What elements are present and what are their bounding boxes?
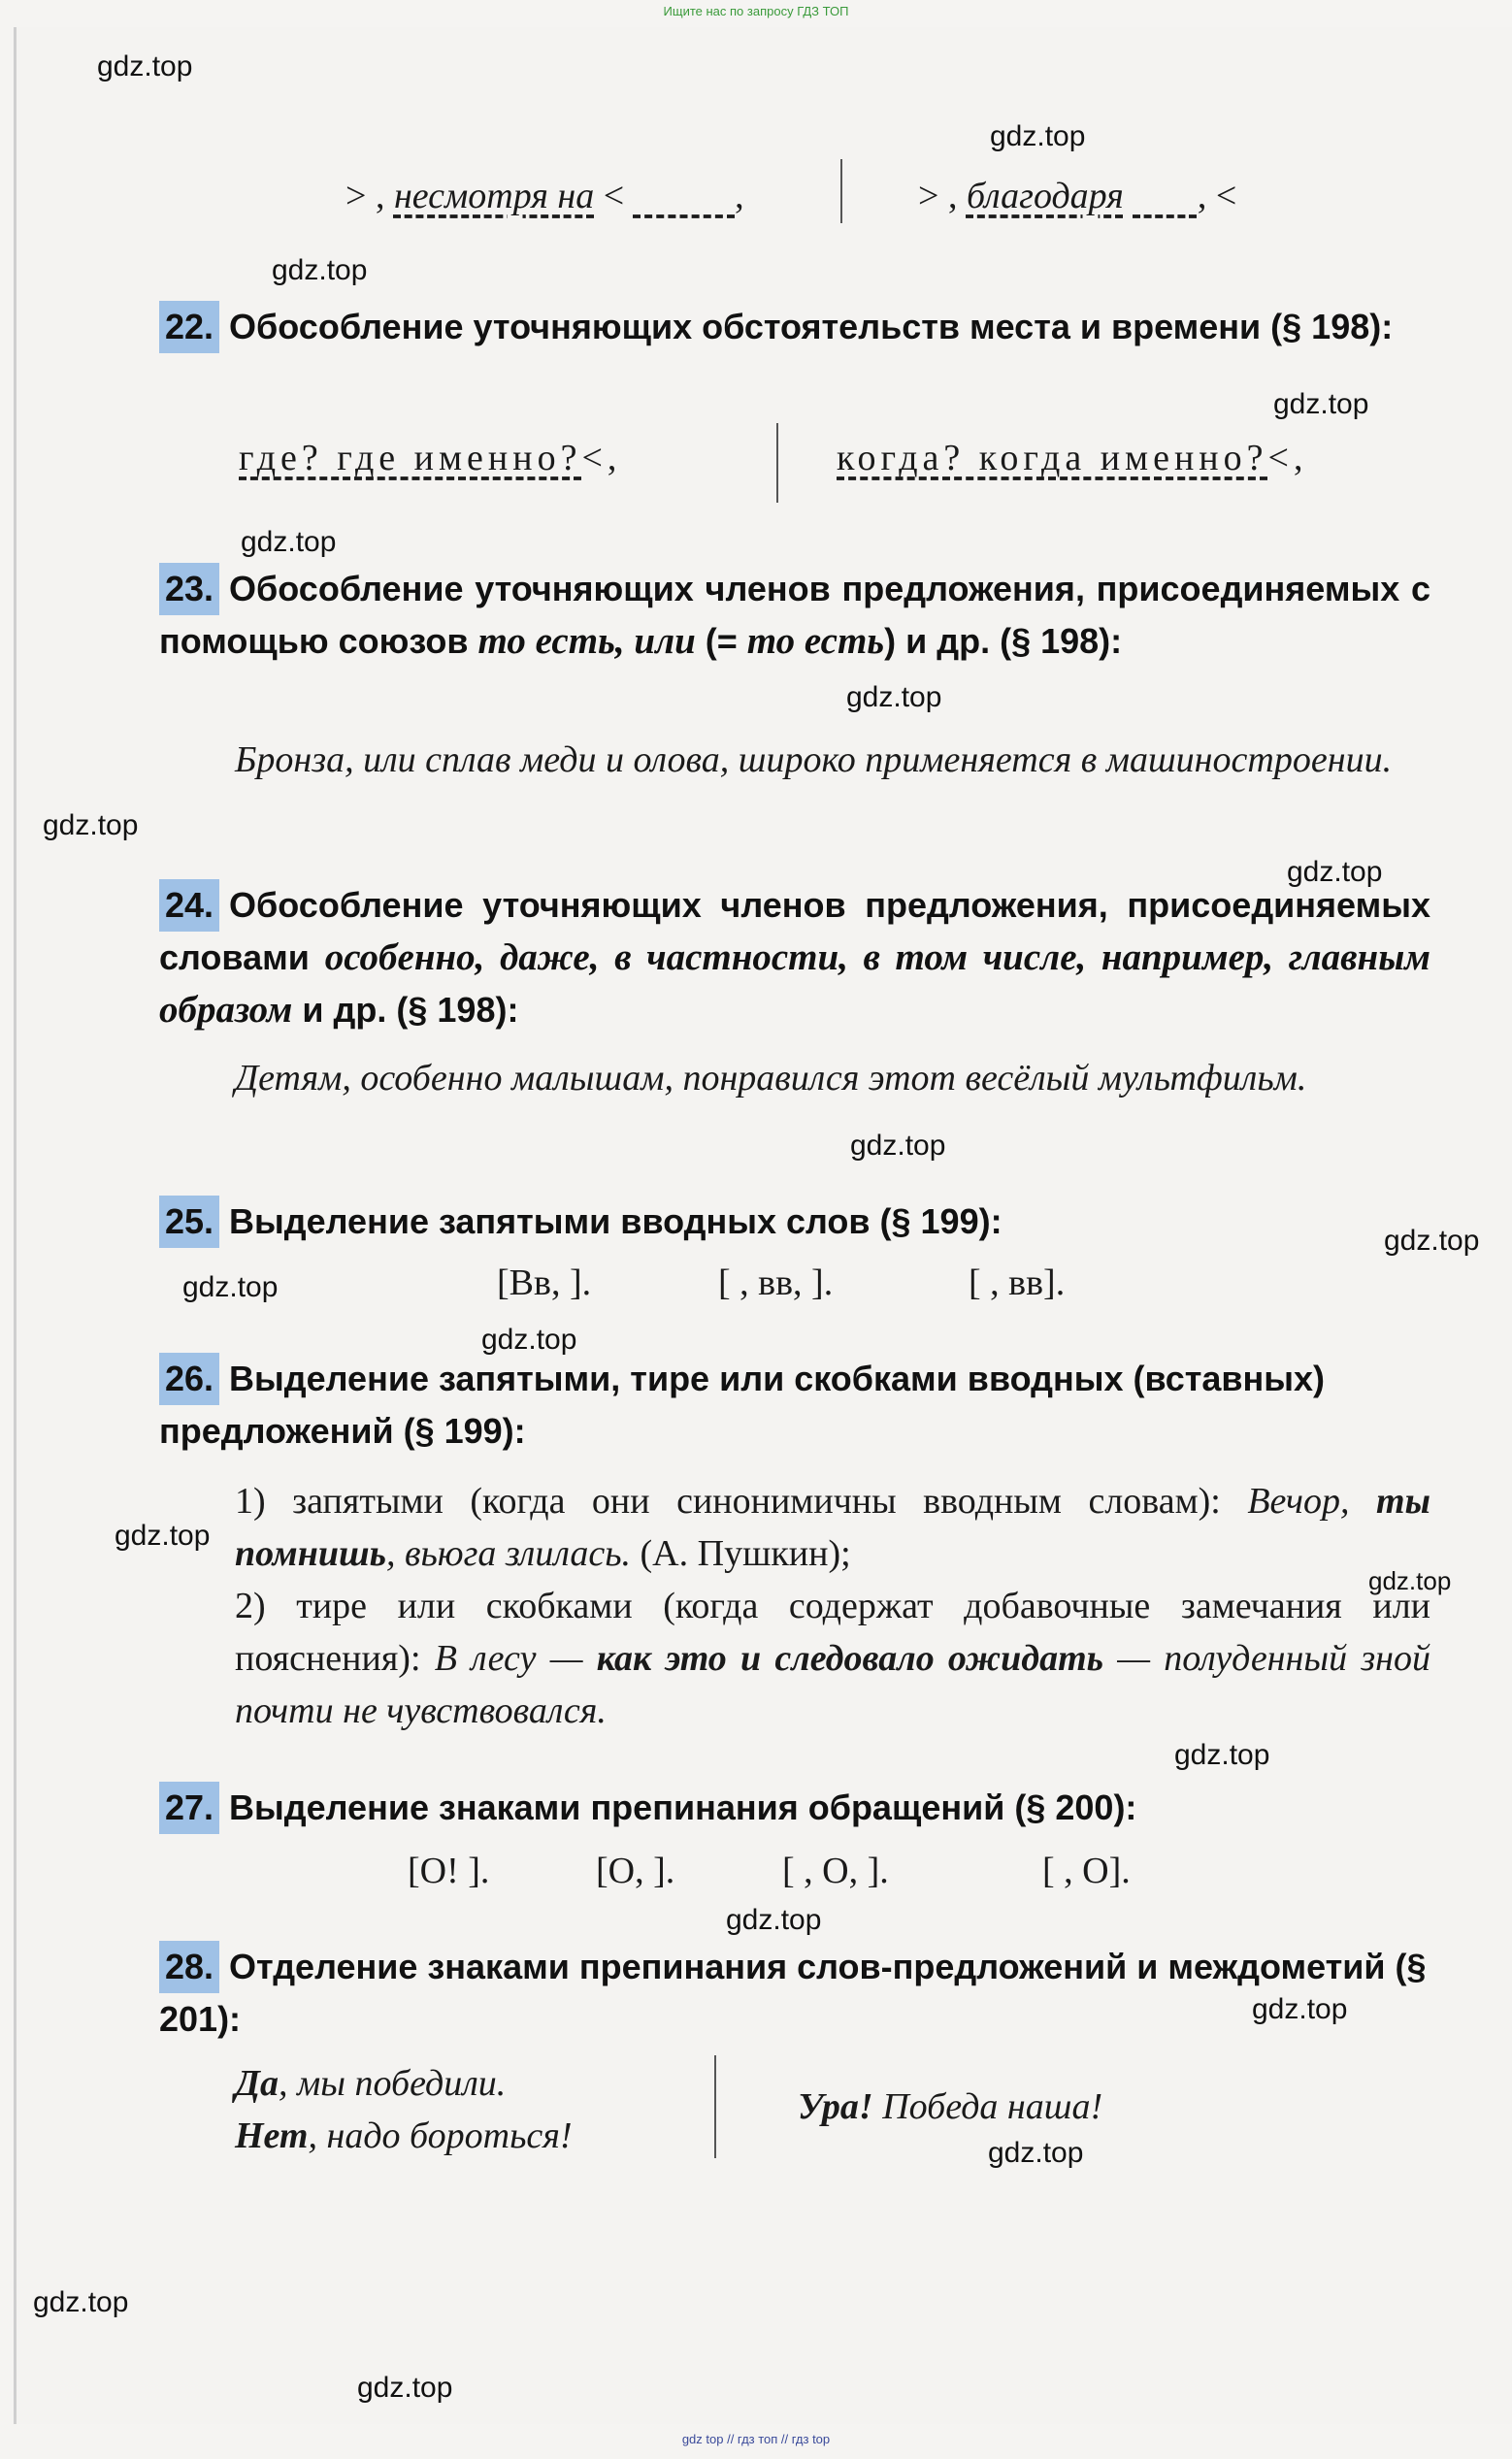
pattern: [ , О].	[1042, 1851, 1131, 1891]
scheme-when: когда? когда именно?<,	[837, 438, 1308, 478]
pattern: [ , вв].	[969, 1262, 1066, 1303]
watermark: gdz.top	[1287, 856, 1383, 888]
pattern: [О, ].	[596, 1851, 675, 1891]
pattern: [ , О, ].	[782, 1851, 889, 1891]
watermark: gdz.top	[1368, 1566, 1452, 1595]
scheme-blagodarya: > , благодаря , <	[918, 176, 1237, 216]
pattern: [ , вв, ].	[718, 1262, 834, 1303]
watermark: gdz.top	[990, 120, 1086, 152]
watermark: gdz.top	[726, 1904, 822, 1936]
section-23-example: Бронза, или сплав меди и олова, широко применяется в машиностроении.	[235, 739, 1393, 780]
section-28-example-right: Ура! Победа наша!	[798, 2086, 1103, 2127]
scheme-where: где? где именно?<,	[239, 438, 622, 478]
section-24-example: Детям, особенно малышам, понравился этот весёлый мультфильм.	[235, 1058, 1307, 1098]
divider	[840, 159, 842, 223]
watermark: gdz.top	[97, 50, 193, 82]
section-27-title: 27. Выделение знаками препинания обращений (§ 200):	[159, 1782, 1430, 1834]
watermark: gdz.top	[241, 526, 337, 558]
watermark: gdz.top	[1384, 1225, 1480, 1257]
section-23-title: 23. Обособление уточняющих членов предложения, присоединяемых с помощью союзов то есть, или (= то есть) и др. (§ 198):	[159, 563, 1430, 668]
section-28-title: 28. Отделение знаками препинания слов-предложений и междометий (§ 201):	[159, 1941, 1430, 2046]
section-28-example-left: Да, мы победили. Нет, надо бороться!	[235, 2063, 573, 2156]
pattern: [Вв, ].	[497, 1262, 592, 1303]
watermark: gdz.top	[481, 1324, 577, 1356]
watermark: gdz.top	[1252, 1993, 1348, 2025]
watermark: gdz.top	[988, 2137, 1084, 2169]
header-link[interactable]: Ищите нас по запросу ГДЗ ТОП	[663, 4, 849, 18]
watermark: gdz.top	[182, 1271, 279, 1303]
watermark: gdz.top	[850, 1130, 946, 1162]
section-22-title: 22. Обособление уточняющих обстоятельств места и времени (§ 198):	[159, 301, 1430, 353]
watermark: gdz.top	[115, 1520, 211, 1552]
section-26-item-1: 1) запятыми (когда они синонимичны вводным словам): Вечор, ты помнишь, вьюга злилась. (А. Пушкин);	[235, 1481, 1430, 1574]
section-25-title: 25. Выделение запятыми вводных слов (§ 199):	[159, 1196, 1430, 1248]
divider	[714, 2055, 716, 2158]
section-26-title: 26. Выделение запятыми, тире или скобками вводных (вставных) предложений (§ 199):	[159, 1353, 1430, 1458]
section-26-item-2: 2) тире или скобками (когда содержат добавочные замечания или пояснения): В лесу — как это и следовало ожидать — полуденный зной почти не чувствовался.	[235, 1586, 1431, 1731]
watermark: gdz.top	[1273, 388, 1369, 420]
watermark: gdz.top	[1174, 1739, 1270, 1771]
scheme-nesmotrya: > , несмотря на < ,	[345, 176, 744, 216]
watermark: gdz.top	[357, 2372, 453, 2404]
pattern: [О! ].	[408, 1851, 490, 1891]
watermark: gdz.top	[33, 2286, 129, 2318]
section-24-title: 24. Обособление уточняющих членов предложения, присоединяемых словами особенно, даже, в частности, в том числе, например, главным образом и др. (§ 198):	[159, 879, 1430, 1036]
watermark: gdz.top	[43, 809, 139, 841]
watermark: gdz.top	[846, 681, 942, 713]
footer-link[interactable]: gdz top // гдз топ // гдз top	[681, 2432, 831, 2446]
divider	[776, 423, 778, 503]
watermark: gdz.top	[272, 254, 368, 286]
